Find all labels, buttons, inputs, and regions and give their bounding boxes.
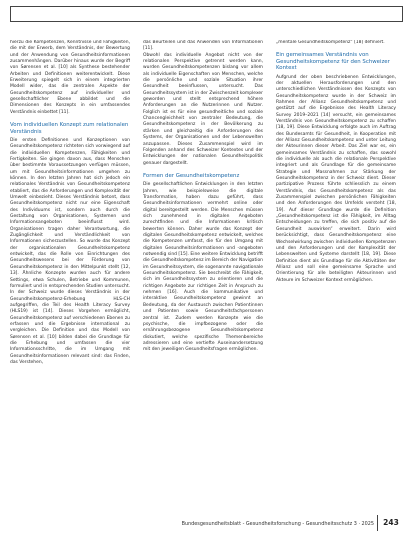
page-number: 243 [383,518,399,527]
body-paragraph: Die gesellschaftlichen Entwicklungen in den letzten Jahren, wie beispielsweise die digitale Transformation, haben dazu geführt, dass Gesundheitsinformationen vermehrt online oder digital bereitgestellt werden. Die Menschen müssen sich zunehmend in digitalen Angeboten zurechtfinden und die Informationen kritisch bewerten können. Daher wurde das Konzept der digitalen Gesundheitskompetenz entwickelt, welches die Kompetenzen umfasst, die für den Umgang mit digitalen Gesundheitsinformationen und -angeboten notwendig sind [15]. Eine weitere Entwicklung betrifft die Gesundheitskompetenz im Bereich der Navigation im Gesundheitssystem, die sogenannte navigationale Gesundheitskompetenz. Sie beschreibt die Fähigkeit, sich im Gesundheitssystem zu orientieren und die richtigen Angebote zur richtigen Zeit in Anspruch zu nehmen [16]. Auch die kommunikative und interaktive Gesundheitskompetenz gewinnt an Bedeutung, da der Austausch zwischen Patientinnen und Patienten sowie Gesundheitsfachpersonen zentral ist. Zudem werden Konzepte wie die psychische, die impfbezogene oder die ernährungsbezogene Gesundheitskompetenz diskutiert, welche spezifische Themenbereiche adressieren und eine vertiefte Auseinandersetzung mit den jeweiligen Gesundheitsfragen ermöglichen. [143,182,263,353]
text-column-1 [10,40,130,366]
text-column-2 [143,40,263,354]
running-header-box [10,6,403,22]
section-heading: Vom individuellen Konzept zum relationalen Verständnis [10,122,129,135]
body-paragraph: das Beurteilen und das Anwenden von Informationen [11]. [143,40,263,52]
section-heading: Formen der Gesundheitskompetenz [143,172,240,179]
body-paragraph: Die ersten Definitionen und Konzeptionen von Gesundheitskompetenz richteten sich vorwiegend auf die individuellen Kompetenzen, Fähigkeiten und Fertigkeiten. Sie gingen davon aus, dass Menschen über bestimmte Voraussetzungen verfügen müssen, um mit Gesundheitsinformationen umgehen zu können. In den letzten Jahren hat sich jedoch ein relationales Verständnis von Gesundheitskompetenz etabliert, das die Anforderungen und Komplexität der Umwelt einbezieht. Dieses Verständnis betont, dass Gesundheitskompetenz nicht nur eine Eigenschaft des Individuums ist, sondern auch durch die Gestaltung von Organisationen, Systemen und Informationsangeboten beeinflusst wird. Organisationen tragen daher Verantwortung, die Zugänglichkeit und Verständlichkeit von Informationen sicherzustellen. So wurde das Konzept der organisationalen Gesundheitskompetenz entwickelt, das die Rolle von Einrichtungen des Gesundheitswesens bei der Förderung von Gesundheitskompetenz in den Mittelpunkt stellt [12, 13]. Ähnliche Konzepte wurden auch für andere Settings, etwa Schulen, Betriebe und Kommunen, formuliert und in entsprechenden Studien untersucht. In der Schweiz wurde dieses Verständnis in der Gesundheitskompetenz-Erhebung HLS-CH aufgegriffen, die Teil des Health Literacy Survey (HLS19) ist [14]. Dieses Vorgehen ermöglicht, Gesundheitskompetenz auf verschiedenen Ebenen zu erfassen und die Ergebnisse international zu vergleichen. Die Definition und das Modell von Sørensen et al. [10] bilden dabei die Grundlage für die Erhebung und umfassen die vier Informationsschritte, die im Umgang mit Gesundheitsinformationen relevant sind: das Finden, das Verstehen, [10,137,130,365]
body-paragraph: Obwohl das individuelle Angebot nicht von der relationalen Perspektive getrennt werden kann, wurden Gesundheitskompetenzen bislang vor allem als individuelle Eigenschaften von Menschen, welche die persönliche und soziale Situation ihrer Gesundheit beeinflussen, untersucht. Das Gesundheitssystem ist in der Zwischenzeit komplexer geworden und stellt entsprechend höhere Anforderungen an die Nutzerinnen und Nutzer. Folglich ist es für eine gesundheitliche und soziale Chancengleichheit von zentraler Bedeutung, die Gesundheitskompetenz in der Bevölkerung zu stärken und gleichzeitig die Anforderungen des Systems, der Organisationen und der Lebenswelten anzupassen. Dieses Zusammenspiel wird im Folgenden anhand des Schweizer Kontextes und der Entwicklungen der nationalen Gesundheitspolitik genauer dargestellt. [143,52,263,166]
footer-divider [377,515,378,531]
body-paragraph: „mentale Gesundheitskompetenz“ [18] definiert. [276,40,385,45]
body-paragraph: hierzu die Kompetenzen, Kenntnisse und Fähigkeiten, die mit der Erwerb, dem Verständnis, der Bewertung und der Anwendung von Gesundheitsinformationen zusammenhängen. Darüber hinaus wurde der Begriff von Sørensen et al. [10] als Synthese bestehender Arbeiten und Definitionen weiterentwickelt. Diese Erweiterung spiegelt sich in einem integrierten Modell wider, das die zentralen Aspekte der Gesundheitskompetenz auf individueller und gesellschaftlicher Ebene abbildet und die Dimensionen des Konzepts in ein umfassendes Verständnis einbettet [11]. [10,40,130,115]
body-paragraph: Aufgrund der oben beschriebenen Entwicklungen, der aktuellen Herausforderungen und den unterschiedlichen Verständnissen des Konzepts von Gesundheitskompetenz wurde in der Schweiz im Rahmen der Allianz Gesundheitskompetenz und gestützt auf die Ergebnisse des Health Literacy Survey 2019–2021 [14] versucht, ein gemeinsames Verständnis von Gesundheitskompetenz zu schaffen [18, 19]. Diese Entwicklung erfolgte auch im Auftrag des Bundesamts für Gesundheit, in Kooperation mit der Allianz Gesundheitskompetenz und unter Leitung der Akteurinnen dieser Arbeit. Das Ziel war es, ein gemeinsames Verständnis zu schaffen, das sowohl die individuelle als auch die relationale Perspektive integriert und als Grundlage für die gemeinsame Strategie und Massnahmen zur Stärkung der Gesundheitskompetenz in der Schweiz dient. Dieser partizipative Prozess führte schliesslich zu einem Verständnis, das Gesundheitskompetenz als das Zusammenspiel zwischen persönlichen Fähigkeiten und den Anforderungen des Umfelds versteht [18, 19]. Auf dieser Grundlage wurde die Definition „Gesundheitskompetenz ist die Fähigkeit, im Alltag Entscheidungen zu treffen, die sich positiv auf die Gesundheit auswirken“ erweitert. Darin wird berücksichtigt, dass Gesundheitskompetenz eine Wechselwirkung zwischen individuellen Kompetenzen und den Anforderungen und der Komplexität der Lebenswelten und Systeme darstellt [18, 19]. Diese Definition dient als Grundlage für die Aktivitäten der Allianz und soll eine gemeinsame Sprache und Orientierung für alle beteiligten Akteurinnen und Akteure im Schweizer Kontext ermöglichen. [276,74,396,283]
text-column-3 [276,40,396,284]
journal-footer: Bundesgesundheitsblatt - Gesundheitsforschung - Gesundheitsschutz 3 · 2025 [181,521,374,527]
section-heading: Ein gemeinsames Verständnis von Gesundheitskompetenz für den Schweizer Kontext [276,52,390,72]
